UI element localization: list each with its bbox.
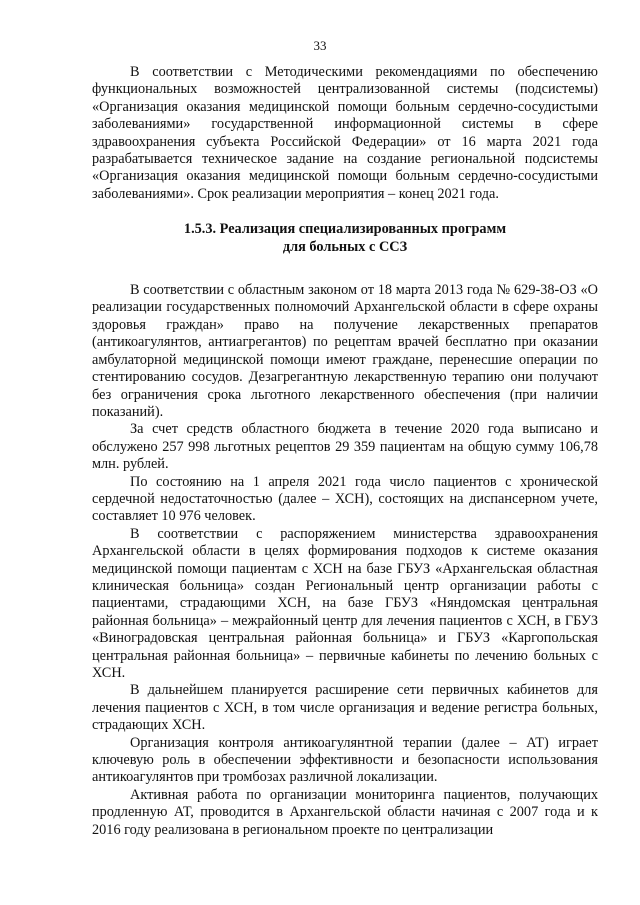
page-content	[92, 64, 598, 839]
paragraph: За счет средств областного бюджета в течение 2020 года выписано и обслужено 257 998 льготных рецептов 29 359 пациентам на общую сумму 106,78 млн. рублей.	[92, 421, 598, 473]
paragraph: В соответствии с областным законом от 18 марта 2013 года № 629-38-ОЗ «О реализации государственных полномочий Архангельской области в сфере охраны здоровья граждан» право на получение лекарственных препаратов (антикоагулянтов, антиагрегантов) по рецептам врачей бесплатно при оказании амбулаторной медицинской помощи имеют граждане, перенесшие операции по стентированию сосудов. Дезагрегантную лекарственную терапию они получают без ограничения срока льготного лекарственного обеспечения (при наличии показаний).	[92, 282, 598, 420]
paragraph: В соответствии с распоряжением министерства здравоохранения Архангельской области в целях формирования подходов к системе оказания медицинской помощи пациентам с ХСН на базе ГБУЗ «Архангельская областная клиническая больница» создан Региональный центр организации работы с пациентами, страдающими ХСН, на базе ГБУЗ «Няндомская центральная районная больница» – межрайонный центр для лечения пациентов с ХСН, в ГБУЗ «Виноградовская центральная районная больница» и ГБУЗ «Каргопольская центральная районная больница» – первичные кабинеты по лечению больных с ХСН.	[92, 525, 598, 681]
paragraph: В дальнейшем планируется расширение сети первичных кабинетов для лечения пациентов с ХСН, в том числе организация и ведение регистра больных, страдающих ХСН.	[92, 682, 598, 734]
section-heading-line-2: для больных с ССЗ	[282, 238, 408, 255]
page-number: 33	[313, 38, 327, 53]
section-heading-line-1: 1.5.3. Реализация специализированных программ	[183, 221, 507, 238]
paragraph: Активная работа по организации мониторинга пациентов, получающих продленную АТ, проводится в Архангельской области начиная с 2007 года и к 2016 году реализована в региональном проекте по централизации	[92, 786, 598, 838]
paragraph: По состоянию на 1 апреля 2021 года число пациентов с хронической сердечной недостаточностью (далее – ХСН), состоящих на диспансерном учете, составляет 10 976 человек.	[92, 473, 598, 525]
section-heading	[92, 221, 598, 256]
paragraph-intro: В соответствии с Методическими рекомендациями по обеспечению функциональных возможностей централизованной системы (подсистемы) «Организация оказания медицинской помощи больным сердечно-сосудистыми заболеваниями» государственной информационной системы в сфере здравоохранения субъекта Российской Федерации» от 16 марта 2021 года разрабатывается техническое задание на создание региональной подсистемы «Организация оказания медицинской помощи больным сердечно-сосудистыми заболеваниями». Срок реализации мероприятия – конец 2021 года.	[92, 64, 598, 202]
paragraph: Организация контроля антикоагулянтной терапии (далее – АТ) играет ключевую роль в обеспечении эффективности и безопасности использования антикоагулянтов при тромбозах различной локализации.	[92, 734, 598, 786]
